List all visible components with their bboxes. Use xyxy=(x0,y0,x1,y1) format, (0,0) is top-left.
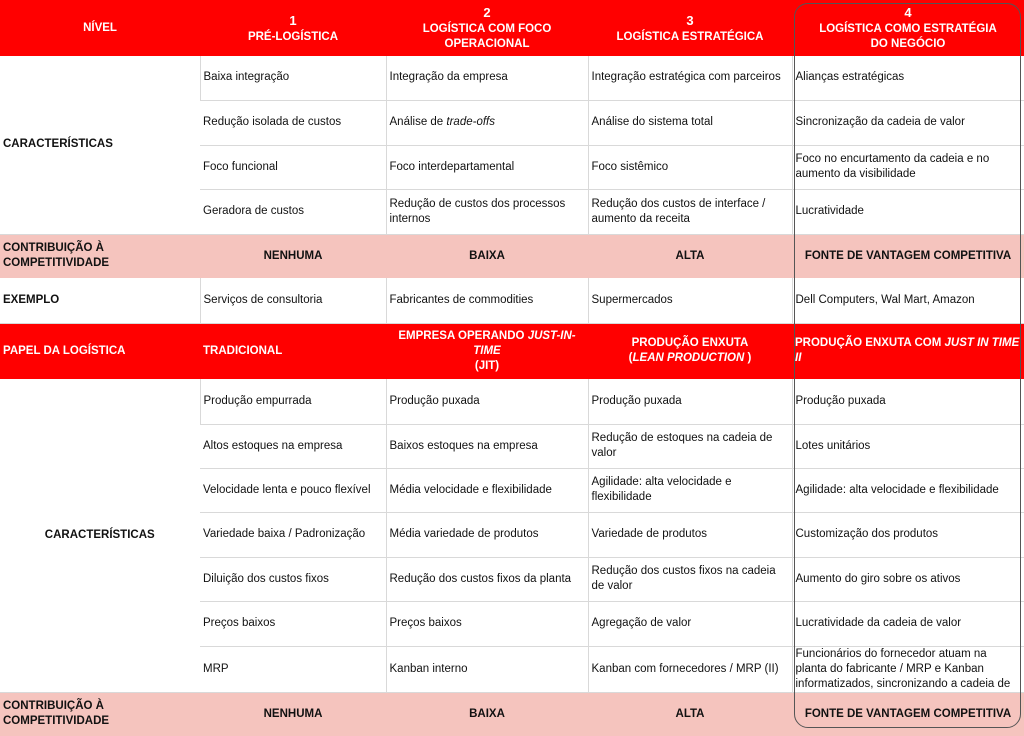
level-4-name-line2: DO NEGÓCIO xyxy=(870,38,946,50)
cell xyxy=(792,646,1024,692)
cell-text: Funcionários do fornecedor atuam na planta do fabricante / MRP e Kanban informatizados, sincronizando a cadeia de xyxy=(795,647,1011,690)
cell: Kanban com fornecedores / MRP (II) xyxy=(588,646,792,692)
contribution-label: CONTRIBUIÇÃO À COMPETITIVIDADE xyxy=(0,234,200,278)
cell: Agilidade: alta velocidade e flexibilidade xyxy=(588,468,792,512)
cell: Média variedade de produtos xyxy=(386,512,588,557)
cell: Produção puxada xyxy=(386,379,588,424)
contribution-value: FONTE DE VANTAGEM COMPETITIVA xyxy=(792,234,1024,278)
cell: Sincronização da cadeia de valor xyxy=(792,100,1024,145)
cell: Lucratividade xyxy=(792,189,1024,234)
contribution-value: NENHUMA xyxy=(200,692,386,736)
cell: Supermercados xyxy=(588,278,792,323)
level-4-header xyxy=(792,0,1024,56)
cell: Variedade de produtos xyxy=(588,512,792,557)
level-3-header xyxy=(588,0,792,56)
level-2-header xyxy=(386,0,588,56)
cell: Redução de custos dos processos internos xyxy=(386,189,588,234)
cell: Foco interdepartamental xyxy=(386,145,588,189)
cell: Preços baixos xyxy=(386,601,588,646)
role-lean-close: ) xyxy=(744,352,752,365)
role-lean-line1: PRODUÇÃO ENXUTA xyxy=(631,337,749,350)
cell: MRP xyxy=(200,646,386,692)
level-2-number: 2 xyxy=(483,5,491,20)
cell: Velocidade lenta e pouco flexível xyxy=(200,468,386,512)
section1-label: CARACTERÍSTICAS xyxy=(0,56,200,234)
cell-emphasis: trade-offs xyxy=(446,116,495,128)
contribution-value: BAIXA xyxy=(386,234,588,278)
level-3-name: LOGÍSTICA ESTRATÉGICA xyxy=(616,30,764,43)
contribution-row-2 xyxy=(0,692,1024,736)
cell: Redução dos custos fixos da planta xyxy=(386,557,588,601)
role-lean-jit2-emphasis: JUST IN TIME II xyxy=(795,337,1020,365)
cell: Alianças estratégicas xyxy=(792,56,1024,100)
level-3-number: 3 xyxy=(686,12,694,28)
cell: Integração da empresa xyxy=(386,56,588,100)
role-lean-open: ( xyxy=(628,352,633,365)
cell: Lucratividade da cadeia de valor xyxy=(792,601,1024,646)
cell: Produção puxada xyxy=(792,379,1024,424)
level-1-number: 1 xyxy=(289,12,297,28)
cell: Customização dos produtos xyxy=(792,512,1024,557)
role-row xyxy=(0,323,1024,379)
cell: Diluição dos custos fixos xyxy=(200,557,386,601)
contribution-value: NENHUMA xyxy=(200,234,386,278)
role-lean xyxy=(588,323,792,379)
cell: Redução isolada de custos xyxy=(200,100,386,145)
role-jit-abbrev: (JIT) xyxy=(474,359,500,372)
cell-text: Análise de xyxy=(389,116,447,128)
role-jit-text: EMPRESA OPERANDO xyxy=(398,329,528,342)
level-4-name-line1: LOGÍSTICA COMO ESTRATÉGIA xyxy=(819,23,997,35)
cell: Baixos estoques na empresa xyxy=(386,424,588,468)
cell: Kanban interno xyxy=(386,646,588,692)
contribution-value: FONTE DE VANTAGEM COMPETITIVA xyxy=(792,692,1024,736)
level-1-name: PRÉ-LOGÍSTICA xyxy=(247,30,339,43)
contribution-value: ALTA xyxy=(588,234,792,278)
contribution-value: ALTA xyxy=(588,692,792,736)
cell: Aumento do giro sobre os ativos xyxy=(792,557,1024,601)
cell: Variedade baixa / Padronização xyxy=(200,512,386,557)
cell: Agregação de valor xyxy=(588,601,792,646)
contribution-label: CONTRIBUIÇÃO À COMPETITIVIDADE xyxy=(0,692,200,736)
role-lean-jit2 xyxy=(792,323,1024,379)
cell: Serviços de consultoria xyxy=(200,278,386,323)
table-row xyxy=(0,56,1024,100)
cell: Redução dos custos de interface / aumento da receita xyxy=(588,189,792,234)
cell: Fabricantes de commodities xyxy=(386,278,588,323)
example-label: EXEMPLO xyxy=(0,278,200,323)
level-2-name: LOGÍSTICA COM FOCO OPERACIONAL xyxy=(422,23,552,50)
cell: Foco sistêmico xyxy=(588,145,792,189)
level-4-number: 4 xyxy=(904,5,912,20)
cell: Redução dos custos fixos na cadeia de valor xyxy=(588,557,792,601)
cell: Integração estratégica com parceiros xyxy=(588,56,792,100)
header-row xyxy=(0,0,1024,56)
cell: Redução de estoques na cadeia de valor xyxy=(588,424,792,468)
table-row xyxy=(0,379,1024,424)
cell: Foco funcional xyxy=(200,145,386,189)
cell: Produção empurrada xyxy=(200,379,386,424)
cell: Agilidade: alta velocidade e flexibilidade xyxy=(792,468,1024,512)
role-jit xyxy=(386,323,588,379)
role-lean-jit2-text: PRODUÇÃO ENXUTA COM xyxy=(795,337,945,350)
cell: Baixa integração xyxy=(200,56,386,100)
role-jit-emphasis: JUST-IN-TIME xyxy=(473,329,576,357)
level-1-header xyxy=(200,0,386,56)
level-label: NÍVEL xyxy=(0,0,200,56)
cell: Dell Computers, Wal Mart, Amazon xyxy=(792,278,1024,323)
cell: Geradora de custos xyxy=(200,189,386,234)
cell: Análise do sistema total xyxy=(588,100,792,145)
example-row xyxy=(0,278,1024,323)
role-lean-emphasis: LEAN PRODUCTION xyxy=(632,352,745,365)
cell: Altos estoques na empresa xyxy=(200,424,386,468)
cell: Lotes unitários xyxy=(792,424,1024,468)
cell: Foco no encurtamento da cadeia e no aumento da visibilidade xyxy=(792,145,1024,189)
cell xyxy=(386,100,588,145)
section2-label: CARACTERÍSTICAS xyxy=(0,379,200,692)
role-label: PAPEL DA LOGÍSTICA xyxy=(0,323,200,379)
cell: Média velocidade e flexibilidade xyxy=(386,468,588,512)
role-traditional: TRADICIONAL xyxy=(200,323,386,379)
cell: Preços baixos xyxy=(200,601,386,646)
cell: Produção puxada xyxy=(588,379,792,424)
contribution-row-1 xyxy=(0,234,1024,278)
contribution-value: BAIXA xyxy=(386,692,588,736)
